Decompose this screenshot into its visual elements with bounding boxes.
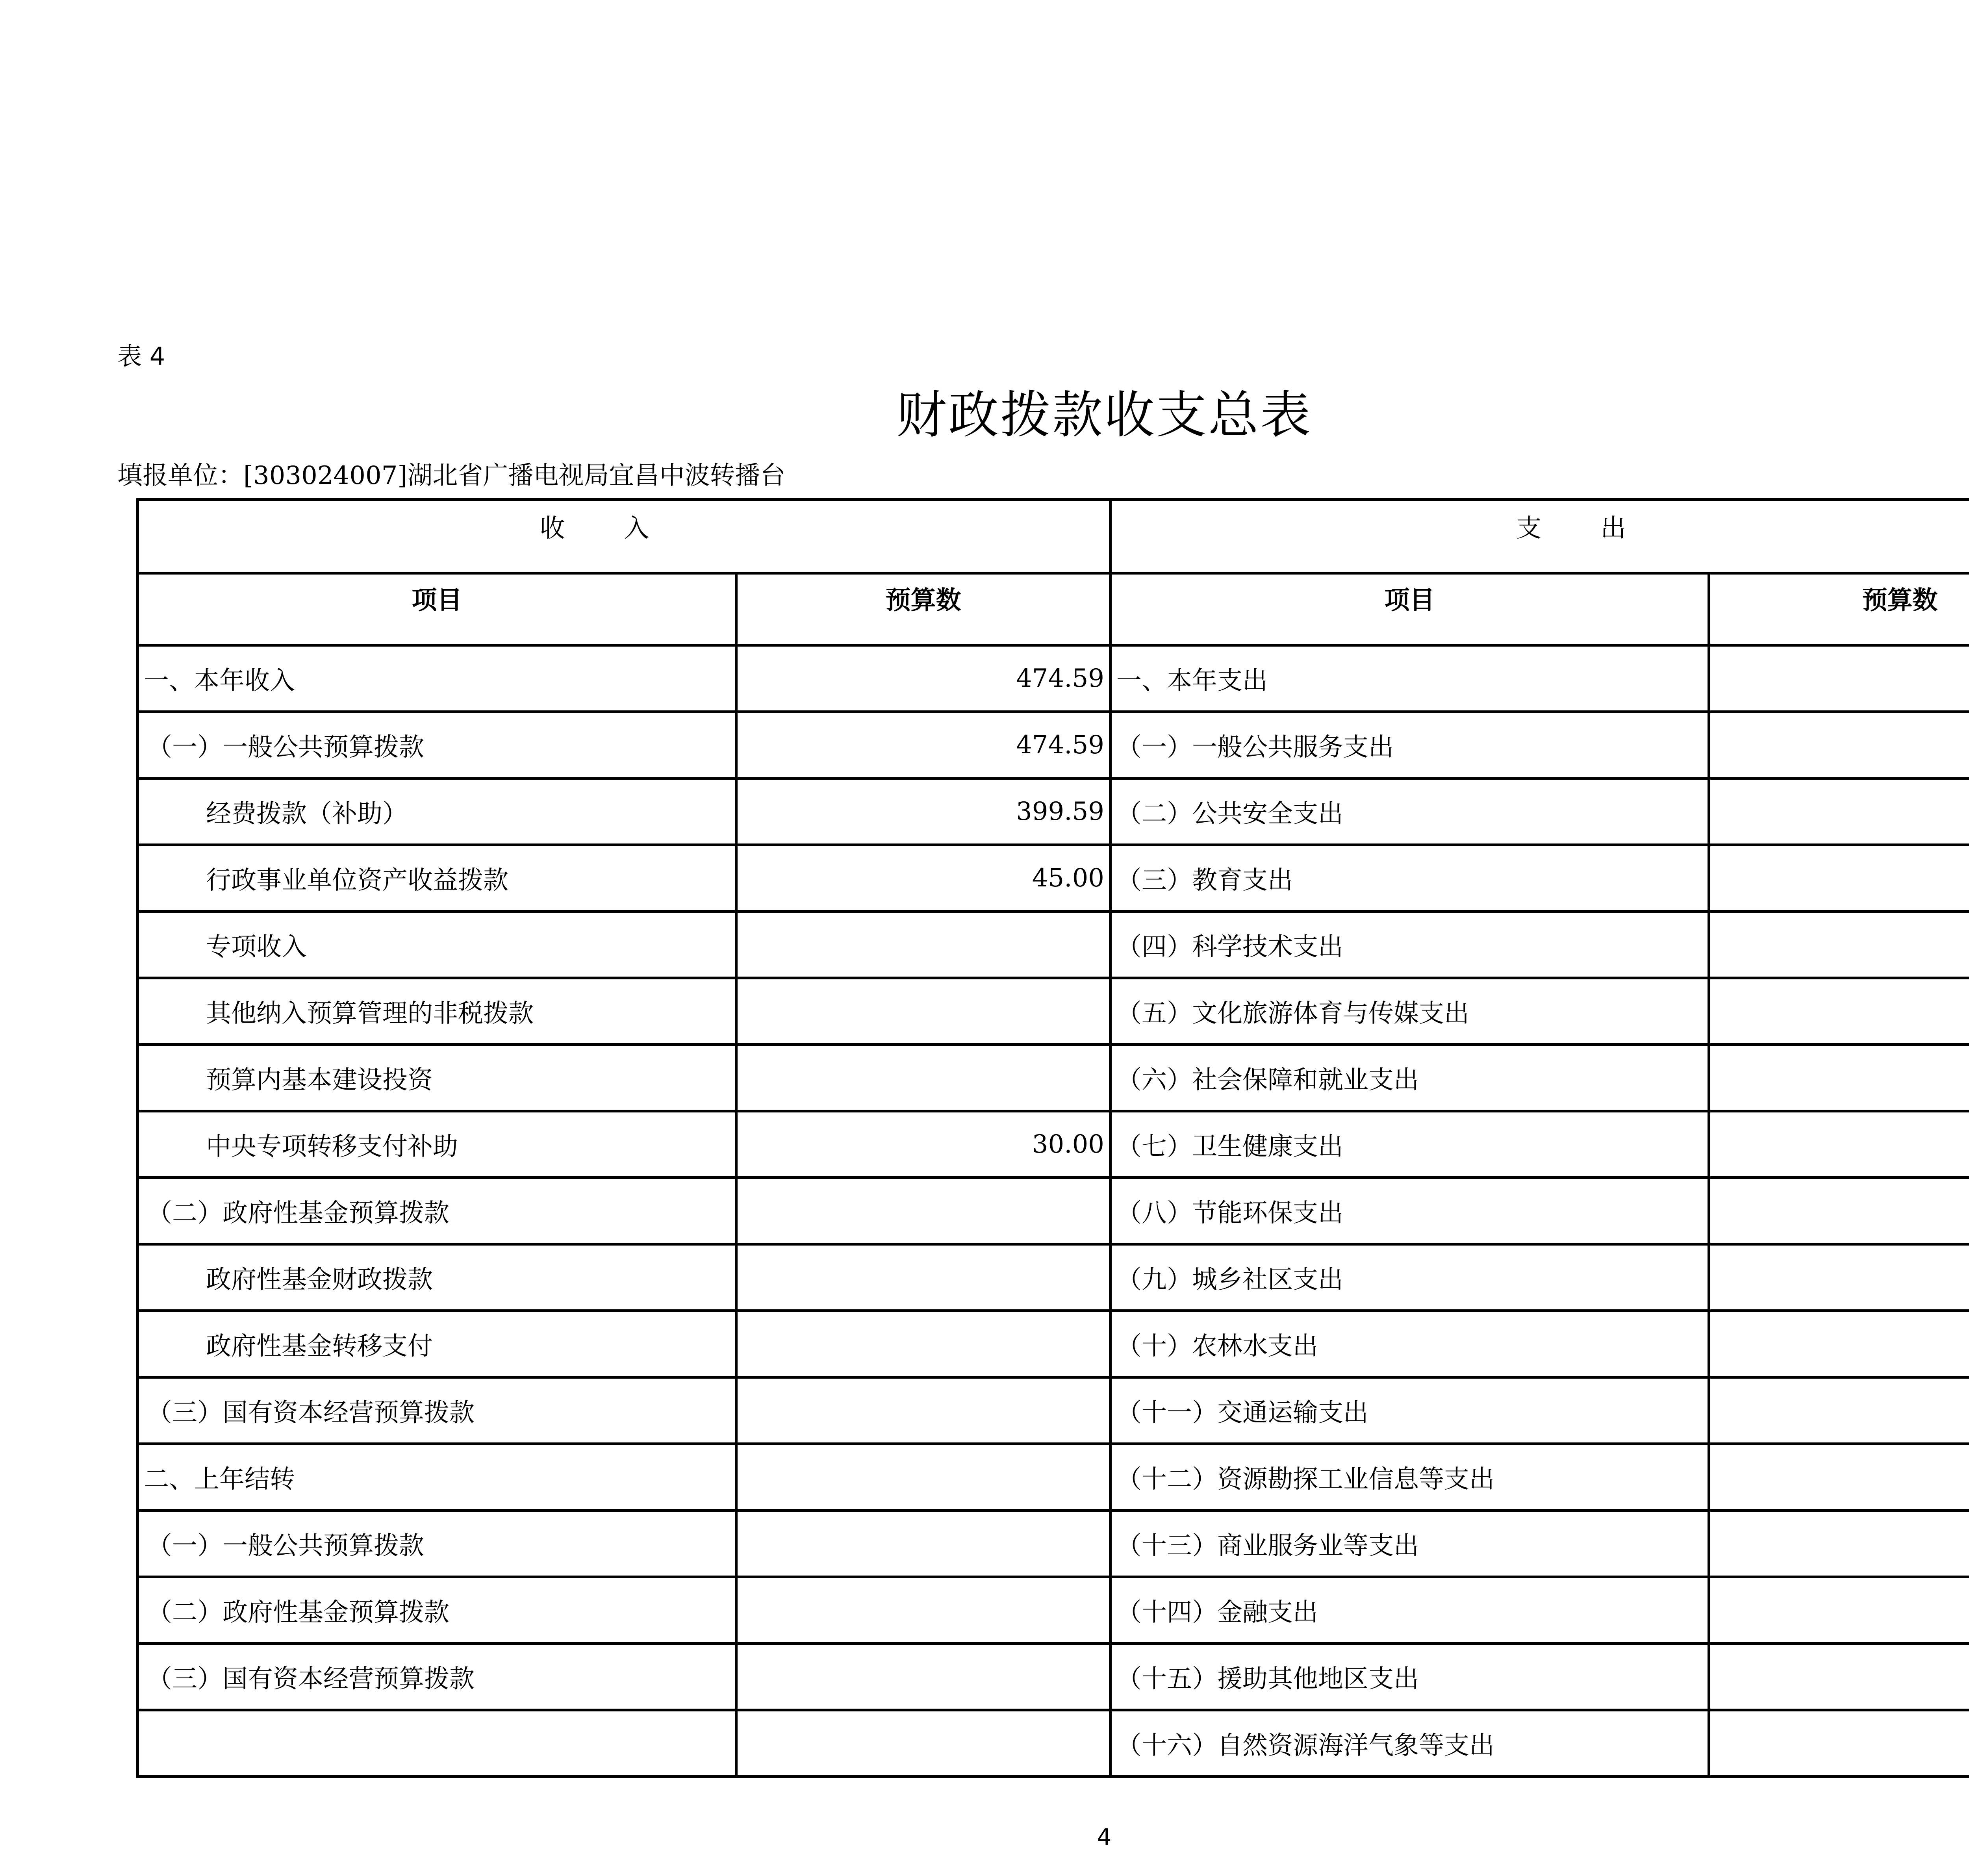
expense-item: （十六）自然资源海洋气象等支出 (1111, 1710, 1709, 1777)
income-value: 30.00 (736, 1111, 1111, 1178)
table-row (138, 1710, 1969, 1777)
income-item-header: 项目 (138, 573, 736, 645)
expense-value (1709, 978, 1969, 1045)
budget-table (136, 498, 1969, 1778)
expense-item: （七）卫生健康支出 (1111, 1111, 1709, 1178)
expense-value (1709, 645, 1969, 712)
income-item: （二）政府性基金预算拨款 (138, 1577, 736, 1644)
income-item: 中央专项转移支付补助 (138, 1111, 736, 1178)
table-row (138, 1111, 1969, 1178)
expense-value (1709, 1178, 1969, 1244)
income-value (736, 1444, 1111, 1511)
table-row (138, 645, 1969, 712)
expense-value (1709, 1644, 1969, 1710)
income-section-header: 收入 (138, 500, 1111, 573)
expense-value (1709, 1511, 1969, 1577)
income-value (736, 1045, 1111, 1111)
expense-item: （十五）援助其他地区支出 (1111, 1644, 1709, 1710)
income-value: 474.59 (736, 712, 1111, 779)
expense-value (1709, 712, 1969, 779)
income-item (138, 1710, 736, 1777)
table-row (138, 712, 1969, 779)
income-value: 399.59 (736, 779, 1111, 845)
page-title: 财政拨款收支总表 (896, 386, 1312, 445)
expense-item: （六）社会保障和就业支出 (1111, 1045, 1709, 1111)
expense-value (1709, 1710, 1969, 1777)
expense-item: （二）公共安全支出 (1111, 779, 1709, 845)
expense-item: （一）一般公共服务支出 (1111, 712, 1709, 779)
income-value (736, 912, 1111, 978)
expense-item: （十二）资源勘探工业信息等支出 (1111, 1444, 1709, 1511)
income-value (736, 1710, 1111, 1777)
table-row (138, 978, 1969, 1045)
unit-line (117, 460, 1969, 491)
expense-item: （十三）商业服务业等支出 (1111, 1511, 1709, 1577)
expense-item: （九）城乡社区支出 (1111, 1244, 1709, 1311)
table-row (138, 912, 1969, 978)
table-label: 表 4 (117, 342, 165, 371)
expense-value (1709, 1045, 1969, 1111)
expense-budget-header: 预算数 (1709, 573, 1969, 645)
section-header-row (138, 500, 1969, 573)
income-value (736, 1511, 1111, 1577)
income-item: 二、上年结转 (138, 1444, 736, 1511)
income-value (736, 1377, 1111, 1444)
table-row (138, 1644, 1969, 1710)
income-value (736, 1244, 1111, 1311)
table-row (138, 1311, 1969, 1377)
expense-value (1709, 1444, 1969, 1511)
income-item: 政府性基金转移支付 (138, 1311, 736, 1377)
expense-value (1709, 1577, 1969, 1644)
expense-value (1709, 845, 1969, 912)
table-row (138, 1511, 1969, 1577)
income-value (736, 1311, 1111, 1377)
table-row (138, 1377, 1969, 1444)
income-item: （三）国有资本经营预算拨款 (138, 1644, 736, 1710)
expense-item: （三）教育支出 (1111, 845, 1709, 912)
expense-item: （八）节能环保支出 (1111, 1178, 1709, 1244)
expense-item: 一、本年支出 (1111, 645, 1709, 712)
expense-value (1709, 1377, 1969, 1444)
column-header-row (138, 573, 1969, 645)
income-value (736, 1644, 1111, 1710)
income-value (736, 1577, 1111, 1644)
expense-value (1709, 1311, 1969, 1377)
expense-value (1709, 912, 1969, 978)
expense-item: （十一）交通运输支出 (1111, 1377, 1709, 1444)
income-value: 474.59 (736, 645, 1111, 712)
expenditure-section-header: 支出 (1111, 500, 1969, 573)
expense-item: （十四）金融支出 (1111, 1577, 1709, 1644)
income-item: （二）政府性基金预算拨款 (138, 1178, 736, 1244)
filing-unit: 填报单位：[303024007]湖北省广播电视局宜昌中波转播台 (117, 461, 786, 490)
table-row (138, 1244, 1969, 1311)
income-item: （一）一般公共预算拨款 (138, 1511, 736, 1577)
income-item: 经费拨款（补助） (138, 779, 736, 845)
income-item: （三）国有资本经营预算拨款 (138, 1377, 736, 1444)
income-value (736, 1178, 1111, 1244)
expense-value (1709, 1244, 1969, 1311)
table-row (138, 1045, 1969, 1111)
income-item: 预算内基本建设投资 (138, 1045, 736, 1111)
table-row (138, 845, 1969, 912)
income-item: 其他纳入预算管理的非税拨款 (138, 978, 736, 1045)
expense-item: （四）科学技术支出 (1111, 912, 1709, 978)
income-value (736, 978, 1111, 1045)
income-value: 45.00 (736, 845, 1111, 912)
income-item: 专项收入 (138, 912, 736, 978)
table-row (138, 779, 1969, 845)
expense-item-header: 项目 (1111, 573, 1709, 645)
expense-value (1709, 779, 1969, 845)
income-item: 一、本年收入 (138, 645, 736, 712)
expense-item: （十）农林水支出 (1111, 1311, 1709, 1377)
table-row (138, 1444, 1969, 1511)
income-item: （一）一般公共预算拨款 (138, 712, 736, 779)
expense-value (1709, 1111, 1969, 1178)
income-item: 政府性基金财政拨款 (138, 1244, 736, 1311)
page-number: 4 (1097, 1824, 1112, 1850)
expense-item: （五）文化旅游体育与传媒支出 (1111, 978, 1709, 1045)
income-budget-header: 预算数 (736, 573, 1111, 645)
table-row (138, 1577, 1969, 1644)
table-row (138, 1178, 1969, 1244)
income-item: 行政事业单位资产收益拨款 (138, 845, 736, 912)
